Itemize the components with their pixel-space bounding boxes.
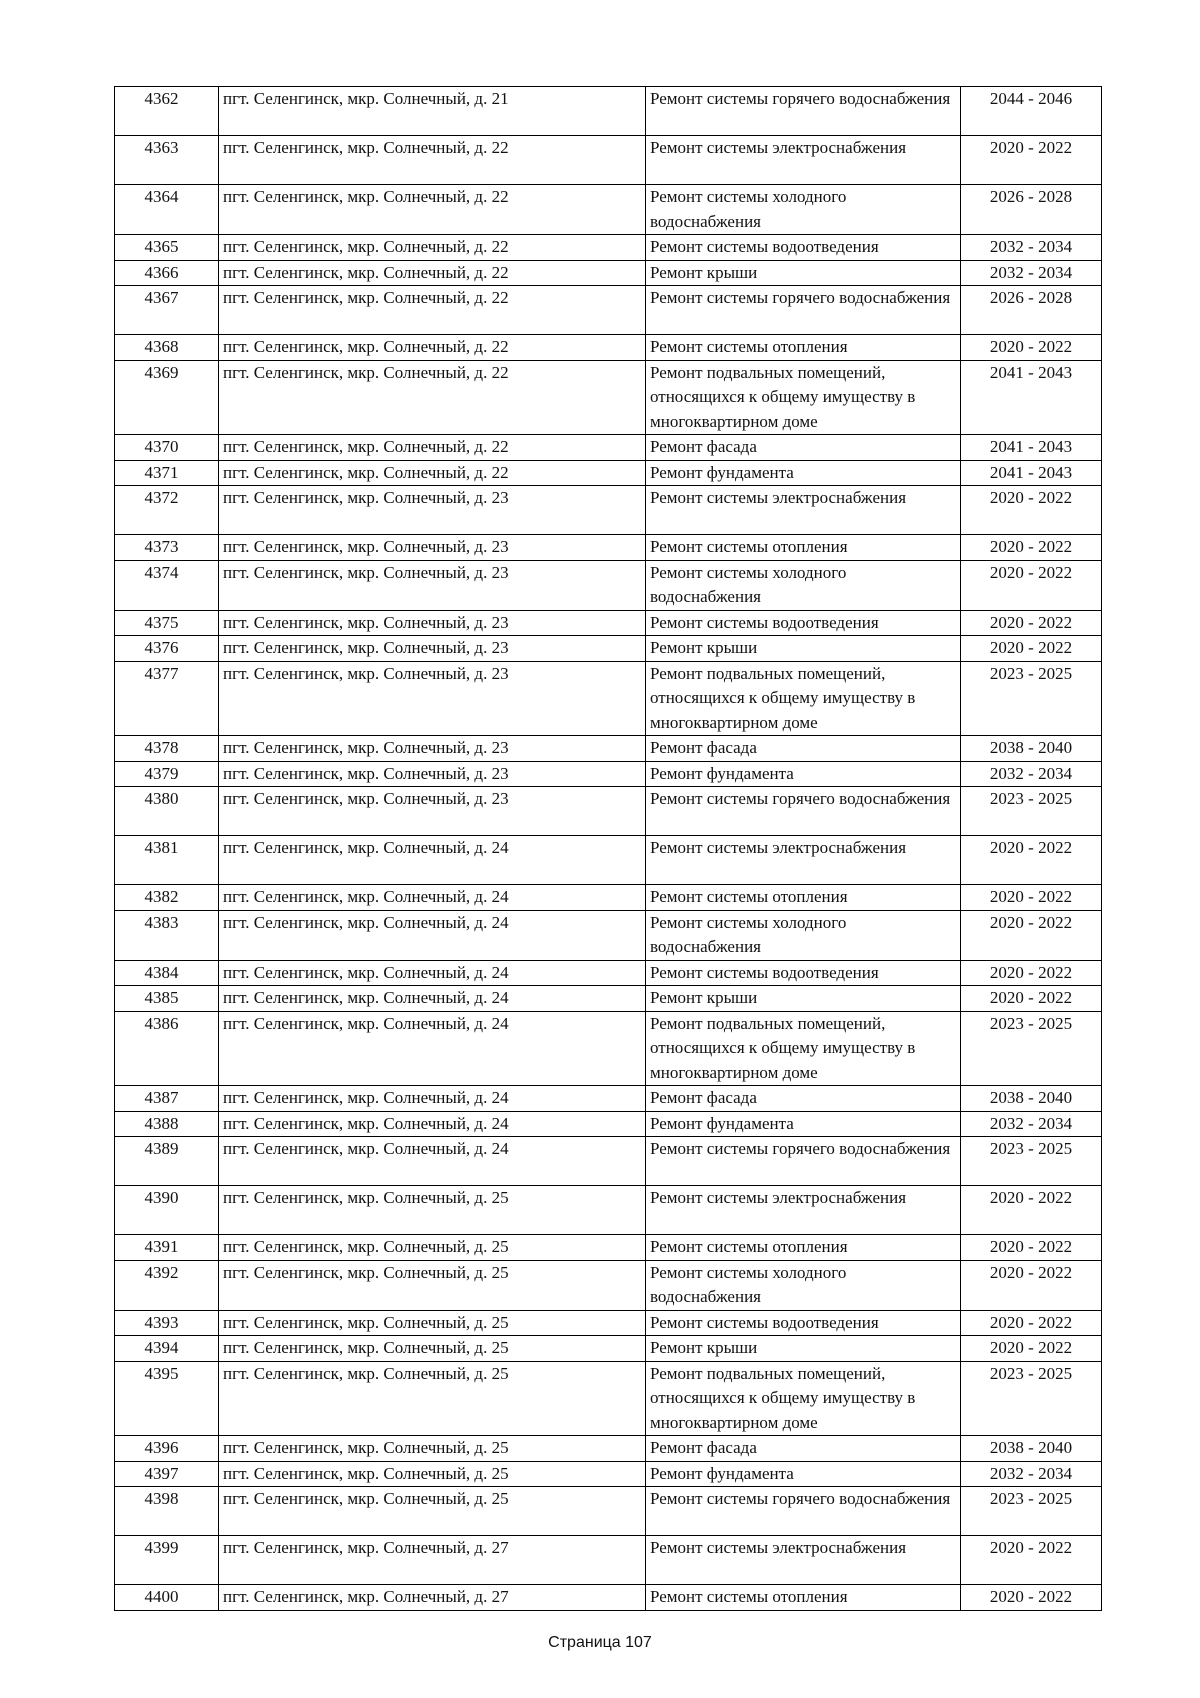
address-cell: пгт. Селенгинск, мкр. Солнечный, д. 25 <box>219 1186 646 1235</box>
table-row <box>115 636 1102 662</box>
table-row <box>115 1086 1102 1112</box>
table-row <box>115 486 1102 535</box>
table-row <box>115 1361 1102 1436</box>
work-type-cell: Ремонт системы водоотведения <box>646 1310 961 1336</box>
period-cell: 2041 - 2043 <box>961 460 1102 486</box>
work-type-cell: Ремонт фасада <box>646 736 961 762</box>
work-type-cell: Ремонт фасада <box>646 435 961 461</box>
period-cell: 2020 - 2022 <box>961 1336 1102 1362</box>
table-row <box>115 986 1102 1012</box>
table-row <box>115 761 1102 787</box>
period-cell: 2020 - 2022 <box>961 560 1102 610</box>
row-number-cell: 4399 <box>115 1536 219 1585</box>
row-number-cell: 4369 <box>115 360 219 435</box>
address-cell: пгт. Селенгинск, мкр. Солнечный, д. 21 <box>219 87 646 136</box>
row-number-cell: 4363 <box>115 136 219 185</box>
period-cell: 2032 - 2034 <box>961 1461 1102 1487</box>
period-cell: 2041 - 2043 <box>961 360 1102 435</box>
row-number-cell: 4376 <box>115 636 219 662</box>
address-cell: пгт. Селенгинск, мкр. Солнечный, д. 24 <box>219 885 646 911</box>
work-type-cell: Ремонт системы холодного водоснабжения <box>646 560 961 610</box>
address-cell: пгт. Селенгинск, мкр. Солнечный, д. 22 <box>219 435 646 461</box>
address-cell: пгт. Селенгинск, мкр. Солнечный, д. 24 <box>219 1011 646 1086</box>
table-row <box>115 1111 1102 1137</box>
period-cell: 2020 - 2022 <box>961 885 1102 911</box>
period-cell: 2026 - 2028 <box>961 286 1102 335</box>
row-number-cell: 4371 <box>115 460 219 486</box>
address-cell: пгт. Селенгинск, мкр. Солнечный, д. 22 <box>219 185 646 235</box>
address-cell: пгт. Селенгинск, мкр. Солнечный, д. 23 <box>219 610 646 636</box>
address-cell: пгт. Селенгинск, мкр. Солнечный, д. 25 <box>219 1436 646 1462</box>
work-type-cell: Ремонт системы холодного водоснабжения <box>646 1260 961 1310</box>
work-type-cell: Ремонт системы горячего водоснабжения <box>646 286 961 335</box>
work-type-cell: Ремонт системы отопления <box>646 1235 961 1261</box>
period-cell: 2038 - 2040 <box>961 1436 1102 1462</box>
table-row <box>115 1137 1102 1186</box>
address-cell: пгт. Селенгинск, мкр. Солнечный, д. 25 <box>219 1260 646 1310</box>
row-number-cell: 4367 <box>115 286 219 335</box>
work-type-cell: Ремонт системы горячего водоснабжения <box>646 787 961 836</box>
address-cell: пгт. Селенгинск, мкр. Солнечный, д. 25 <box>219 1310 646 1336</box>
period-cell: 2038 - 2040 <box>961 1086 1102 1112</box>
row-number-cell: 4386 <box>115 1011 219 1086</box>
row-number-cell: 4380 <box>115 787 219 836</box>
address-cell: пгт. Селенгинск, мкр. Солнечный, д. 24 <box>219 1137 646 1186</box>
table-row <box>115 560 1102 610</box>
table-row <box>115 460 1102 486</box>
address-cell: пгт. Селенгинск, мкр. Солнечный, д. 24 <box>219 1086 646 1112</box>
row-number-cell: 4396 <box>115 1436 219 1462</box>
period-cell: 2023 - 2025 <box>961 1011 1102 1086</box>
period-cell: 2044 - 2046 <box>961 87 1102 136</box>
row-number-cell: 4394 <box>115 1336 219 1362</box>
period-cell: 2020 - 2022 <box>961 636 1102 662</box>
row-number-cell: 4374 <box>115 560 219 610</box>
period-cell: 2032 - 2034 <box>961 1111 1102 1137</box>
row-number-cell: 4393 <box>115 1310 219 1336</box>
work-type-cell: Ремонт фундамента <box>646 460 961 486</box>
address-cell: пгт. Селенгинск, мкр. Солнечный, д. 24 <box>219 986 646 1012</box>
work-type-cell: Ремонт системы водоотведения <box>646 610 961 636</box>
period-cell: 2020 - 2022 <box>961 836 1102 885</box>
table-row <box>115 736 1102 762</box>
row-number-cell: 4375 <box>115 610 219 636</box>
row-number-cell: 4385 <box>115 986 219 1012</box>
period-cell: 2020 - 2022 <box>961 960 1102 986</box>
row-number-cell: 4364 <box>115 185 219 235</box>
period-cell: 2020 - 2022 <box>961 910 1102 960</box>
table-row <box>115 1336 1102 1362</box>
work-type-cell: Ремонт фасада <box>646 1436 961 1462</box>
period-cell: 2023 - 2025 <box>961 1137 1102 1186</box>
work-type-cell: Ремонт системы электроснабжения <box>646 1186 961 1235</box>
table-row <box>115 836 1102 885</box>
period-cell: 2041 - 2043 <box>961 435 1102 461</box>
period-cell: 2020 - 2022 <box>961 335 1102 361</box>
table-row <box>115 610 1102 636</box>
table-row <box>115 260 1102 286</box>
period-cell: 2020 - 2022 <box>961 986 1102 1012</box>
row-number-cell: 4379 <box>115 761 219 787</box>
table-row <box>115 1536 1102 1585</box>
row-number-cell: 4378 <box>115 736 219 762</box>
work-type-cell: Ремонт системы холодного водоснабжения <box>646 185 961 235</box>
row-number-cell: 4377 <box>115 661 219 736</box>
work-type-cell: Ремонт системы отопления <box>646 535 961 561</box>
address-cell: пгт. Селенгинск, мкр. Солнечный, д. 23 <box>219 535 646 561</box>
address-cell: пгт. Селенгинск, мкр. Солнечный, д. 24 <box>219 910 646 960</box>
work-type-cell: Ремонт фундамента <box>646 761 961 787</box>
table-row <box>115 87 1102 136</box>
work-type-cell: Ремонт подвальных помещений, относящихся к общему имуществу в многоквартирном доме <box>646 661 961 736</box>
address-cell: пгт. Селенгинск, мкр. Солнечный, д. 25 <box>219 1487 646 1536</box>
repair-schedule-table <box>114 86 1102 1611</box>
address-cell: пгт. Селенгинск, мкр. Солнечный, д. 23 <box>219 636 646 662</box>
address-cell: пгт. Селенгинск, мкр. Солнечный, д. 22 <box>219 335 646 361</box>
row-number-cell: 4389 <box>115 1137 219 1186</box>
period-cell: 2020 - 2022 <box>961 1260 1102 1310</box>
table-row <box>115 235 1102 261</box>
row-number-cell: 4366 <box>115 260 219 286</box>
period-cell: 2032 - 2034 <box>961 235 1102 261</box>
work-type-cell: Ремонт системы отопления <box>646 1585 961 1611</box>
table-row <box>115 335 1102 361</box>
row-number-cell: 4381 <box>115 836 219 885</box>
address-cell: пгт. Селенгинск, мкр. Солнечный, д. 25 <box>219 1235 646 1261</box>
period-cell: 2023 - 2025 <box>961 661 1102 736</box>
address-cell: пгт. Селенгинск, мкр. Солнечный, д. 22 <box>219 260 646 286</box>
work-type-cell: Ремонт подвальных помещений, относящихся к общему имуществу в многоквартирном доме <box>646 360 961 435</box>
row-number-cell: 4392 <box>115 1260 219 1310</box>
row-number-cell: 4382 <box>115 885 219 911</box>
address-cell: пгт. Селенгинск, мкр. Солнечный, д. 25 <box>219 1361 646 1436</box>
period-cell: 2020 - 2022 <box>961 1585 1102 1611</box>
address-cell: пгт. Селенгинск, мкр. Солнечный, д. 23 <box>219 761 646 787</box>
address-cell: пгт. Селенгинск, мкр. Солнечный, д. 22 <box>219 286 646 335</box>
address-cell: пгт. Селенгинск, мкр. Солнечный, д. 23 <box>219 560 646 610</box>
work-type-cell: Ремонт системы водоотведения <box>646 960 961 986</box>
address-cell: пгт. Селенгинск, мкр. Солнечный, д. 23 <box>219 736 646 762</box>
period-cell: 2032 - 2034 <box>961 260 1102 286</box>
row-number-cell: 4372 <box>115 486 219 535</box>
work-type-cell: Ремонт крыши <box>646 986 961 1012</box>
address-cell: пгт. Селенгинск, мкр. Солнечный, д. 23 <box>219 661 646 736</box>
work-type-cell: Ремонт подвальных помещений, относящихся к общему имуществу в многоквартирном доме <box>646 1011 961 1086</box>
table-row <box>115 1436 1102 1462</box>
row-number-cell: 4365 <box>115 235 219 261</box>
period-cell: 2023 - 2025 <box>961 787 1102 836</box>
work-type-cell: Ремонт фасада <box>646 1086 961 1112</box>
period-cell: 2020 - 2022 <box>961 1536 1102 1585</box>
work-type-cell: Ремонт фундамента <box>646 1461 961 1487</box>
address-cell: пгт. Селенгинск, мкр. Солнечный, д. 22 <box>219 460 646 486</box>
period-cell: 2020 - 2022 <box>961 610 1102 636</box>
table-row <box>115 1260 1102 1310</box>
row-number-cell: 4400 <box>115 1585 219 1611</box>
work-type-cell: Ремонт крыши <box>646 1336 961 1362</box>
period-cell: 2020 - 2022 <box>961 136 1102 185</box>
table-row <box>115 1011 1102 1086</box>
table-row <box>115 1235 1102 1261</box>
address-cell: пгт. Селенгинск, мкр. Солнечный, д. 25 <box>219 1461 646 1487</box>
work-type-cell: Ремонт системы холодного водоснабжения <box>646 910 961 960</box>
row-number-cell: 4383 <box>115 910 219 960</box>
table-row <box>115 885 1102 911</box>
period-cell: 2023 - 2025 <box>961 1361 1102 1436</box>
work-type-cell: Ремонт системы электроснабжения <box>646 1536 961 1585</box>
work-type-cell: Ремонт системы водоотведения <box>646 235 961 261</box>
table-row <box>115 661 1102 736</box>
work-type-cell: Ремонт системы отопления <box>646 885 961 911</box>
work-type-cell: Ремонт системы горячего водоснабжения <box>646 1137 961 1186</box>
period-cell: 2020 - 2022 <box>961 1310 1102 1336</box>
address-cell: пгт. Селенгинск, мкр. Солнечный, д. 22 <box>219 235 646 261</box>
row-number-cell: 4362 <box>115 87 219 136</box>
table-row <box>115 360 1102 435</box>
period-cell: 2020 - 2022 <box>961 486 1102 535</box>
period-cell: 2026 - 2028 <box>961 185 1102 235</box>
row-number-cell: 4395 <box>115 1361 219 1436</box>
table-row <box>115 535 1102 561</box>
row-number-cell: 4370 <box>115 435 219 461</box>
period-cell: 2020 - 2022 <box>961 1186 1102 1235</box>
table-row <box>115 136 1102 185</box>
period-cell: 2020 - 2022 <box>961 1235 1102 1261</box>
address-cell: пгт. Селенгинск, мкр. Солнечный, д. 22 <box>219 136 646 185</box>
row-number-cell: 4388 <box>115 1111 219 1137</box>
work-type-cell: Ремонт крыши <box>646 636 961 662</box>
address-cell: пгт. Селенгинск, мкр. Солнечный, д. 23 <box>219 486 646 535</box>
address-cell: пгт. Селенгинск, мкр. Солнечный, д. 24 <box>219 1111 646 1137</box>
row-number-cell: 4384 <box>115 960 219 986</box>
table-row <box>115 435 1102 461</box>
table-row <box>115 960 1102 986</box>
work-type-cell: Ремонт системы электроснабжения <box>646 836 961 885</box>
period-cell: 2032 - 2034 <box>961 761 1102 787</box>
work-type-cell: Ремонт подвальных помещений, относящихся к общему имуществу в многоквартирном доме <box>646 1361 961 1436</box>
address-cell: пгт. Селенгинск, мкр. Солнечный, д. 23 <box>219 787 646 836</box>
work-type-cell: Ремонт системы электроснабжения <box>646 136 961 185</box>
period-cell: 2020 - 2022 <box>961 535 1102 561</box>
work-type-cell: Ремонт системы горячего водоснабжения <box>646 1487 961 1536</box>
work-type-cell: Ремонт системы горячего водоснабжения <box>646 87 961 136</box>
period-cell: 2038 - 2040 <box>961 736 1102 762</box>
address-cell: пгт. Селенгинск, мкр. Солнечный, д. 22 <box>219 360 646 435</box>
table-row <box>115 1310 1102 1336</box>
work-type-cell: Ремонт крыши <box>646 260 961 286</box>
row-number-cell: 4390 <box>115 1186 219 1235</box>
row-number-cell: 4387 <box>115 1086 219 1112</box>
table-row <box>115 1487 1102 1536</box>
row-number-cell: 4368 <box>115 335 219 361</box>
row-number-cell: 4398 <box>115 1487 219 1536</box>
table-row <box>115 1585 1102 1611</box>
address-cell: пгт. Селенгинск, мкр. Солнечный, д. 25 <box>219 1336 646 1362</box>
work-type-cell: Ремонт системы электроснабжения <box>646 486 961 535</box>
table-row <box>115 185 1102 235</box>
table-body <box>115 87 1102 1611</box>
table-row <box>115 286 1102 335</box>
address-cell: пгт. Селенгинск, мкр. Солнечный, д. 27 <box>219 1536 646 1585</box>
table-row <box>115 787 1102 836</box>
address-cell: пгт. Селенгинск, мкр. Солнечный, д. 27 <box>219 1585 646 1611</box>
work-type-cell: Ремонт системы отопления <box>646 335 961 361</box>
table-row <box>115 1186 1102 1235</box>
address-cell: пгт. Селенгинск, мкр. Солнечный, д. 24 <box>219 836 646 885</box>
row-number-cell: 4391 <box>115 1235 219 1261</box>
page-number: Страница 107 <box>548 1634 652 1651</box>
row-number-cell: 4397 <box>115 1461 219 1487</box>
period-cell: 2023 - 2025 <box>961 1487 1102 1536</box>
address-cell: пгт. Селенгинск, мкр. Солнечный, д. 24 <box>219 960 646 986</box>
table-row <box>115 1461 1102 1487</box>
work-type-cell: Ремонт фундамента <box>646 1111 961 1137</box>
table-row <box>115 910 1102 960</box>
row-number-cell: 4373 <box>115 535 219 561</box>
